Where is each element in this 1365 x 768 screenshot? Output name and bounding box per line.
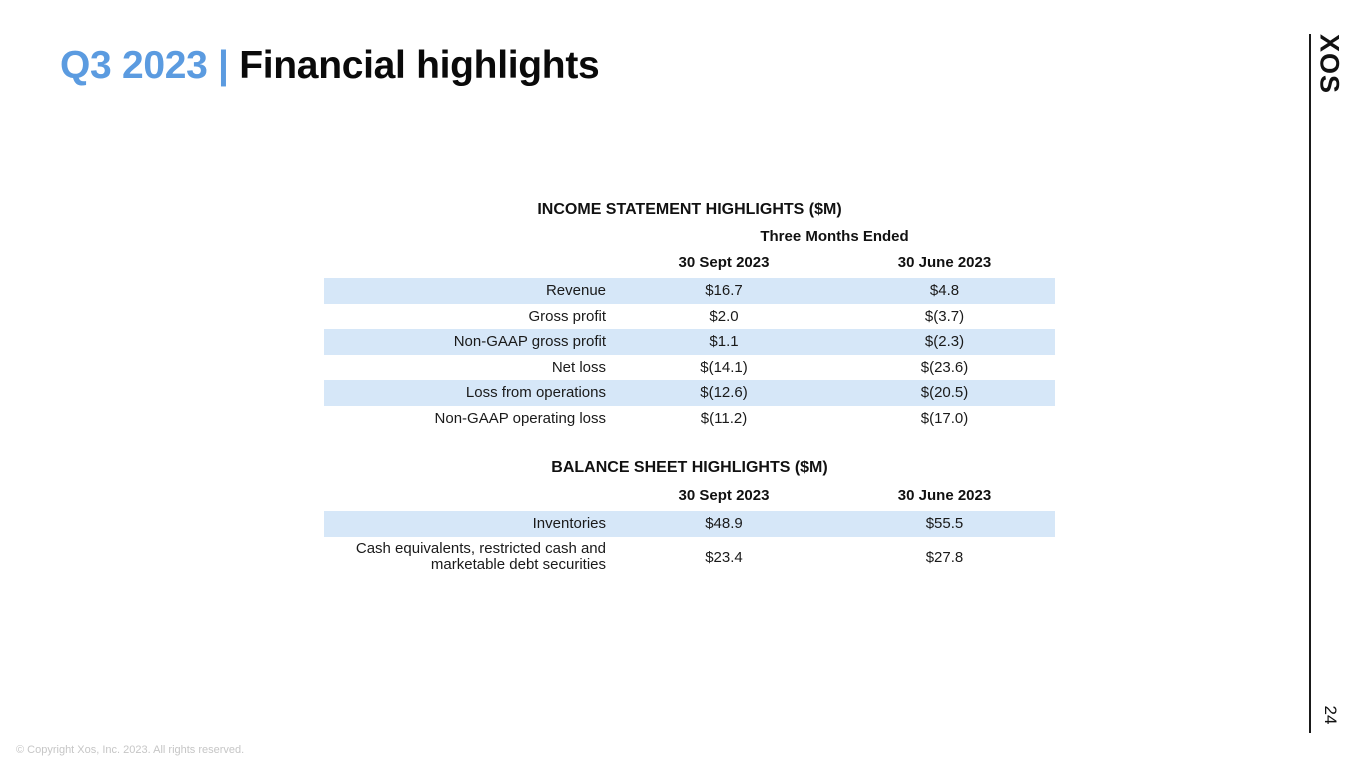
column-header: 30 Sept 2023 (678, 487, 770, 504)
value-june: $4.8 (929, 282, 960, 300)
value-sept: $2.0 (709, 307, 739, 325)
three-months-ended-header: Three Months Ended (760, 228, 909, 245)
balance-sheet-table (324, 511, 1055, 578)
value-sept: $(14.1) (700, 358, 748, 376)
page-title (60, 44, 599, 88)
row-label: Gross profit (528, 307, 606, 325)
table-row (324, 278, 1055, 304)
column-header: 30 June 2023 (897, 487, 992, 504)
table-row (324, 406, 1055, 432)
xos-logo: XOS (1314, 33, 1345, 95)
balance-column-headers (324, 485, 1055, 507)
value-sept: $(12.6) (700, 384, 748, 402)
row-label: Revenue (545, 282, 606, 300)
row-label: Non-GAAP operating loss (434, 409, 606, 427)
value-june: $(3.7) (924, 307, 965, 325)
row-label: Net loss (551, 358, 606, 376)
copyright-notice: © Copyright Xos, Inc. 2023. All rights reserved. (16, 744, 245, 756)
income-column-headers (324, 252, 1055, 274)
title-main: Financial highlights (239, 44, 600, 87)
value-sept: $23.4 (705, 548, 743, 566)
value-sept: $(11.2) (700, 409, 748, 427)
table-row (324, 355, 1055, 381)
page-number: 24 (1321, 705, 1340, 725)
table-row (324, 537, 1055, 578)
row-label: Cash equivalents, restricted cash and marketable debt securities (355, 540, 606, 573)
row-label: Loss from operations (465, 384, 606, 402)
value-sept: $48.9 (705, 515, 743, 533)
row-label: Non-GAAP gross profit (453, 333, 606, 351)
column-header: 30 Sept 2023 (678, 254, 770, 271)
value-sept: $1.1 (709, 333, 739, 351)
title-accent: Q3 2023 | (60, 44, 229, 87)
income-statement-title: INCOME STATEMENT HIGHLIGHTS ($M) (537, 201, 842, 218)
balance-sheet-title: BALANCE SHEET HIGHLIGHTS ($M) (551, 459, 828, 476)
column-header: 30 June 2023 (897, 254, 992, 271)
value-june: $(20.5) (920, 384, 969, 402)
value-june: $27.8 (925, 548, 964, 566)
value-sept: $16.7 (705, 282, 743, 300)
table-row (324, 329, 1055, 355)
table-row (324, 511, 1055, 537)
value-june: $(23.6) (920, 358, 969, 376)
table-row (324, 304, 1055, 330)
table-row (324, 380, 1055, 406)
income-statement-table (324, 278, 1055, 431)
row-label: Inventories (532, 515, 606, 533)
value-june: $55.5 (925, 515, 964, 533)
vertical-divider (1309, 34, 1311, 733)
value-june: $(17.0) (920, 409, 969, 427)
value-june: $(2.3) (924, 333, 965, 351)
